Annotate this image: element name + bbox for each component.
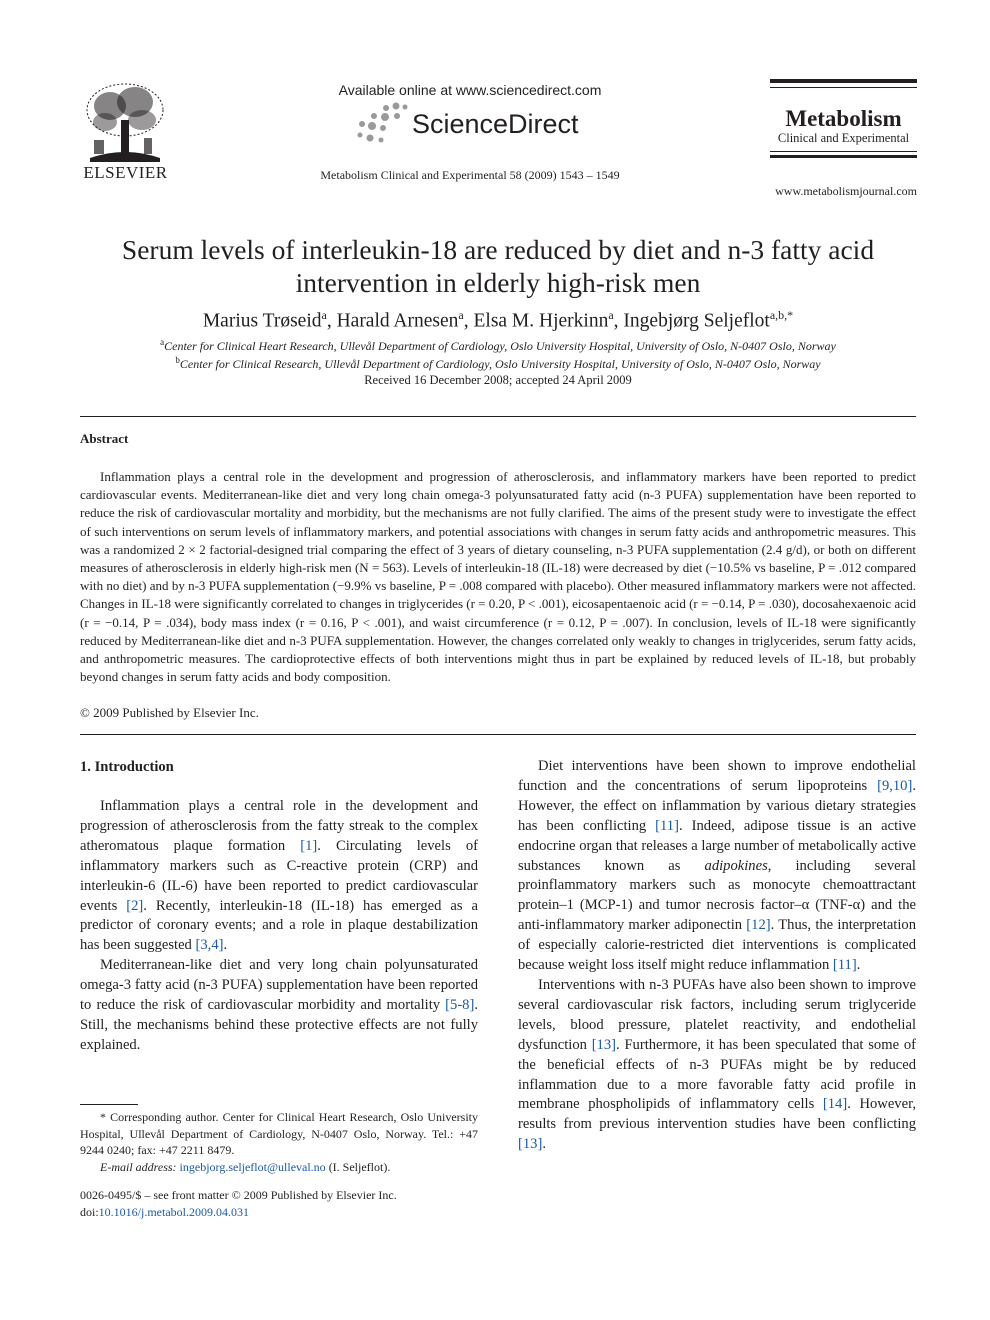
author-separator: , [463,310,474,332]
journal-citation: Metabolism Clinical and Experimental 58 (2009) 1543 – 1549 [320,168,620,182]
citation-link[interactable]: [11] [832,957,857,974]
paragraph [518,976,916,1155]
elsevier-tree-logo [80,80,170,162]
text-run: . Indeed, adipose tissue is an active endocrine organ that releases a large number of metabolically active substances known as [518,817,917,874]
author-name: Elsa M. Hjerkinn [473,310,609,332]
text-run: Diet interventions have been shown to improve endothelial function and the concentrations of serum lipoproteins [518,758,916,794]
masthead-rule [770,155,917,158]
journal-subtitle: Clinical and Experimental [777,131,910,145]
citation-link[interactable]: [3,4] [195,937,224,954]
text-run: . Circulating levels of inflammatory markers such as C-reactive protein (CRP) and interleukin-6 (IL-6) have been reported to predict cardiovascular events [80,837,478,914]
sciencedirect-logo[interactable] [352,102,592,146]
citation-link[interactable]: [14] [822,1096,848,1113]
text-run: . [856,957,861,974]
article-title-line: Serum levels of interleukin-18 are reduced by diet and n-3 fatty acid [121,234,875,265]
author-affiliation-mark: a [321,308,327,322]
email-line [80,1159,478,1176]
masthead-rule [770,151,917,152]
text-run: Inflammation plays a central role in the development and progression of atherosclerosis from the fatty streak to the complex atheromatous plaque formation [80,798,478,854]
text-run: Mediterranean-like diet and very long chain polyunsaturated omega-3 fatty acid (n-3 PUFA) supplementation have been reported to reduce the risk of cardiovascular morbidity and mortality [80,957,478,1014]
abstract-heading: Abstract [80,431,129,446]
citation-link[interactable]: [9,10] [877,777,913,794]
publisher-name: ELSEVIER [83,163,168,182]
author-affiliation-mark: a,b,* [769,308,794,322]
author-name: Marius Trøseid [202,310,322,332]
author-name: Ingebjørg Seljeflot [623,310,770,332]
doi-label: doi: [80,1204,99,1219]
affiliation [80,337,916,354]
front-matter [80,1187,478,1220]
citation-link[interactable]: [13] [591,1036,617,1053]
sciencedirect-dots-icon [352,102,410,146]
text-run: . However, results from previous intervention studies have been conflicting [518,1096,916,1133]
available-online-text: Available online at www.sciencedirect.com [338,82,602,98]
front-matter-line: 0026-0495/$ – see front matter © 2009 Published by Elsevier Inc. [80,1188,397,1202]
footnote [80,1109,478,1175]
footnote-rule [80,1104,138,1105]
affiliation-mark: b [175,355,180,365]
email-link[interactable]: ingebjorg.seljeflot@ulleval.no [179,1159,326,1174]
text-run: . [542,1136,546,1153]
text-run: . However, the effect on inflammation by various dietary strategies has been conflicting [518,777,916,834]
text-run: Interventions with n-3 PUFAs have also been shown to improve several cardiovascular risk factors, including serum triglyceride levels, blood pressure, platelet reactivity, and endothelial dysfunction [518,976,916,1053]
divider [80,416,916,417]
text-run: , including several proinflammatory markers such as monocyte chemoattractant protein–1 (MCP-1) and tumor necrosis factor–α (TNF-α) and the anti-inflammatory marker adiponectin [518,857,916,934]
text-run: . Furthermore, it has been speculated that some of the beneficial effects of n-3 PUFAs might be by reduced inflammation due to a more favorable fatty acid profile in membrane phospholipids of inflammatory cells [518,1036,916,1113]
doi-line [80,1204,478,1221]
author-affiliation-mark: a [608,308,614,322]
text-run: . Still, the mechanisms behind these protective effects are not fully explained. [80,997,478,1053]
abstract-copyright: © 2009 Published by Elsevier Inc. [80,705,259,720]
masthead-rule [770,79,917,83]
citation-link[interactable]: [11] [655,817,679,834]
citation-link[interactable]: [13] [518,1136,543,1153]
paragraph [80,797,478,956]
citation-link[interactable]: [2] [126,897,144,914]
corresponding-author-note: * Corresponding author. Center for Clinical Heart Research, Oslo University Hospital, Ullevål Department of Cardiology, N-0407 Oslo, Norway. Tel.: +47 9244 0240; fax: +47 2211 8479. [80,1110,478,1157]
author-separator: , [326,310,337,332]
text-run: . Thus, the interpretation of especially calorie-restricted diet interventions is complicated because weight loss itself might reduce inflammation [518,917,916,974]
paragraph [518,757,916,976]
doi-link[interactable]: 10.1016/j.metabol.2009.04.031 [98,1204,249,1219]
affiliation-text: Center for Clinical Research, Ullevål Department of Cardiology, Oslo University Hospital, University of Oslo, N-0407 Oslo, Norway [179,357,821,371]
sciencedirect-wordmark: ScienceDirect [412,109,579,139]
email-suffix: (I. Seljeflot). [325,1159,391,1174]
author-name: Harald Arnesen [336,310,459,332]
paragraph [80,956,478,1056]
citation-link[interactable]: [5-8] [445,997,475,1014]
journal-title: Metabolism [785,106,902,131]
email-label: E-mail address: [100,1159,177,1174]
article-title-line: intervention in elderly high-risk men [295,267,701,298]
text-run: . [223,937,228,954]
citation-link[interactable]: [12] [746,917,771,934]
italic-term: adipokines [704,857,768,874]
text-run: . Recently, interleukin-18 (IL-18) has emerged as a predictor of coronary events; and a role in plaque destabilization has been suggested [80,897,478,954]
divider [80,734,916,735]
affiliation-text: Center for Clinical Heart Research, Ullevål Department of Cardiology, Oslo University Hospital, University of Oslo, N-0407 Oslo, Norway [164,339,836,353]
citation-link[interactable]: [1] [300,837,318,854]
masthead-rule [770,87,917,88]
section-heading: 1. Introduction [80,759,174,775]
author-list [80,308,916,333]
left-column [80,797,478,1056]
right-column [518,757,916,1155]
received-dates: Received 16 December 2008; accepted 24 April 2009 [364,373,632,387]
abstract-body: Inflammation plays a central role in the development and progression of atherosclerosis, and inflammatory markers have been reported to predict cardiovascular events. Mediterranean-like diet and very long chain omega-3 polyunsaturated fatty acid (n-3 PUFA) supplementation have been reported to reduce the risk of cardiovascular mortality and morbidity, but the mechanisms are not fully clarified. The aims of the present study were to investigate the effect of such interventions on serum levels of inflammatory markers, and potential associations with changes in serum fatty acids and anthropometric measures. This was a randomized 2 × 2 factorial-designed trial comparing the effect of 3 years of dietary counseling, n-3 PUFA supplementation (2.4 g/d), or both on different measures of atherosclerosis in elderly high-risk men (N = 563). Levels of interleukin-18 (IL-18) were decreased by diet (−10.5% vs baseline, P = .012 compared with no diet) and by n-3 PUFA supplementation (−9.9% vs baseline, P = .008 compared with placebo). Other measured inflammatory markers were not affected. Changes in IL-18 were significantly correlated to changes in triglycerides (r = 0.20, P < .001), eicosapentaenoic acid (r = −0.14, P = .030), docosahexaenoic acid (r = −0.14, P = .034), body mass index (r = 0.16, P < .001), and waist circumference (r = 0.12, P = .007). In conclusion, levels of IL-18 were significantly reduced by Mediterranean-like diet and n-3 PUFA supplementation. However, the changes correlated only weakly to changes in triglycerides, serum fatty acids, and anthropometric measures. The cardioprotective effects of both interventions might thus in part be explained by reduced levels of IL-18, but probably beyond changes in serum fatty acids and body composition. [80,469,917,685]
affiliation-mark: a [160,337,165,347]
author-separator: , [613,310,624,332]
affiliation [80,355,916,372]
author-affiliation-mark: a [458,308,464,322]
article-title [80,233,916,299]
journal-url[interactable]: www.metabolismjournal.com [775,184,917,198]
